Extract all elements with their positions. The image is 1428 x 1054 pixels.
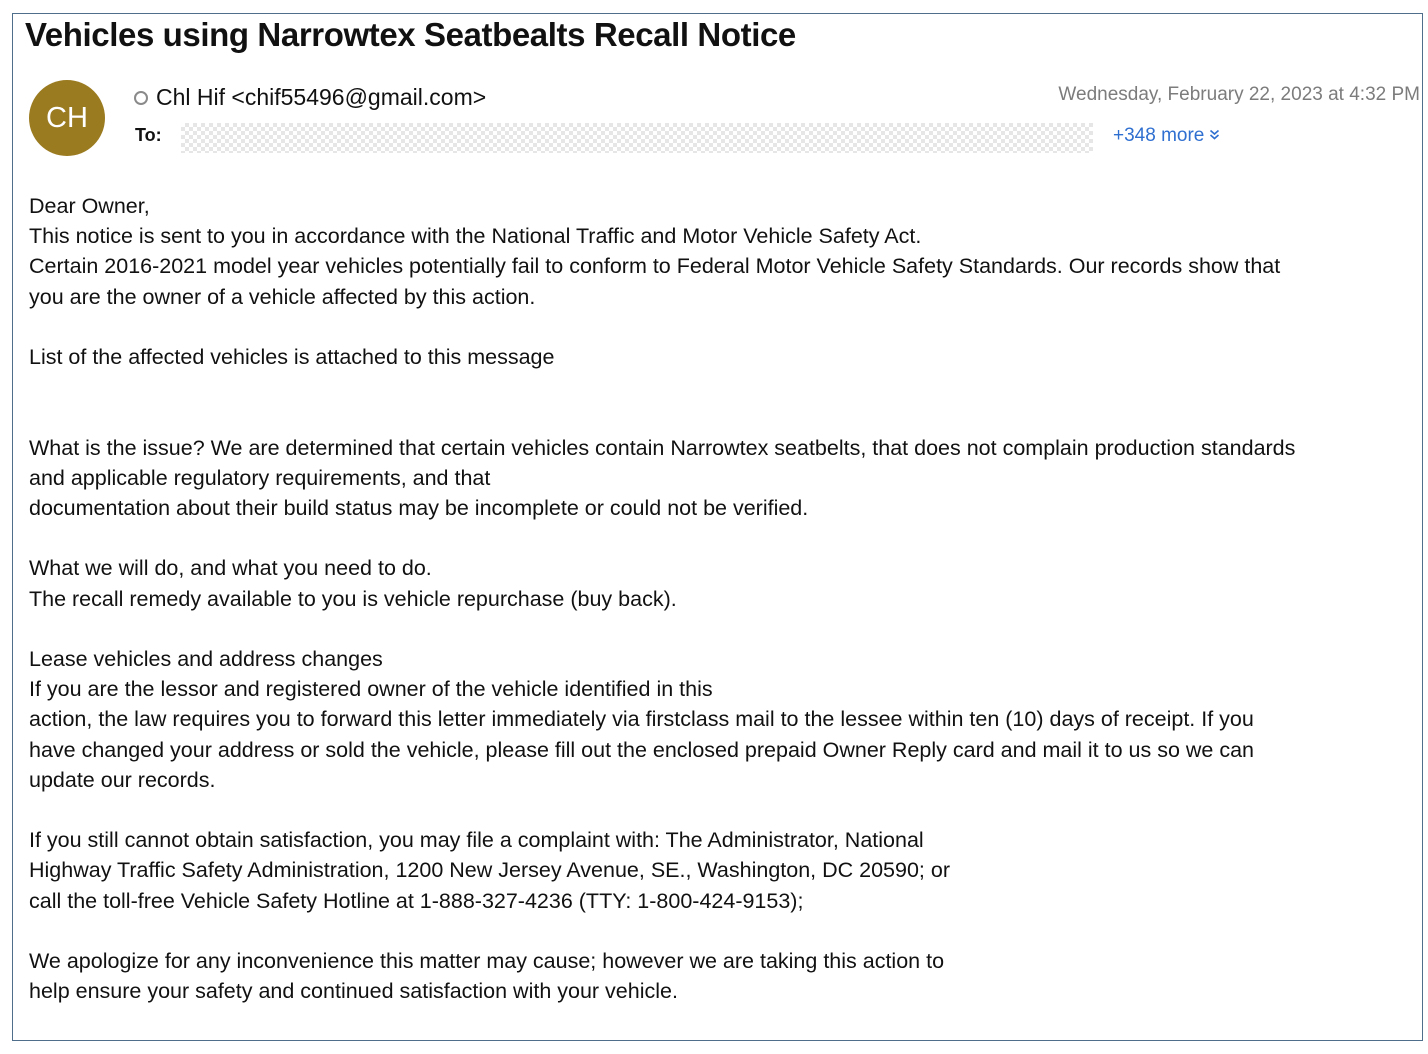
body-line: If you still cannot obtain satisfaction, you may file a complaint with: The Administrator, National [29, 828, 924, 853]
sender-line[interactable] [134, 84, 486, 111]
double-chevron-down-icon [1209, 125, 1220, 147]
to-label: To: [135, 125, 162, 145]
body-line: Certain 2016-2021 model year vehicles potentially fail to conform to Federal Motor Vehicle Safety Standards. Our records show that [29, 254, 1281, 279]
sender-avatar[interactable] [29, 80, 105, 156]
status-dot-icon [134, 91, 148, 105]
body-line: List of the affected vehicles is attached to this message [29, 345, 555, 369]
body-line [29, 795, 1419, 825]
body-line: documentation about their build status may be incomplete or could not be verified. [29, 495, 809, 520]
body-line [29, 916, 1419, 946]
body-line: have changed your address or sold the vehicle, please fill out the enclosed prepaid Owner Reply card and mail it to us so we can [29, 737, 1255, 762]
body-line: We apologize for any inconvenience this matter may cause; however we are taking this action to [29, 948, 945, 973]
body-line: and applicable regulatory requirements, and that [29, 465, 491, 490]
body-line [29, 523, 1419, 553]
body-line: update our records. [29, 767, 216, 792]
body-line [29, 402, 1419, 432]
body-line: What is the issue? We are determined that certain vehicles contain Narrowtex seatbelts, that does not complain production standards [29, 435, 1296, 460]
sender-name-email[interactable]: Chl Hif <chif55496@gmail.com> [156, 84, 487, 110]
more-recipients-button[interactable] [1113, 125, 1220, 147]
more-recipients-label: +348 more [1113, 125, 1205, 146]
recipients-list-redacted [181, 123, 1093, 153]
body-line: call the toll-free Vehicle Safety Hotline at 1-888-327-4236 (TTY: 1-800-424-9153); [29, 888, 804, 913]
body-line: This notice is sent to you in accordance with the National Traffic and Motor Vehicle Safety Act. [29, 224, 922, 249]
body-line: action, the law requires you to forward this letter immediately via firstclass mail to the lessee within ten (10) days of receipt. If you [29, 707, 1254, 732]
body-line: The recall remedy available to you is vehicle repurchase (buy back). [29, 586, 677, 611]
body-line: help ensure your safety and continued satisfaction with your vehicle. [29, 979, 678, 1004]
email-date: Wednesday, February 22, 2023 at 4:32 PM [1058, 84, 1420, 105]
body-line [29, 312, 1419, 342]
email-body [29, 191, 1419, 1006]
body-line: If you are the lessor and registered owner of the vehicle identified in this [29, 677, 713, 702]
body-line: Lease vehicles and address changes [29, 646, 383, 671]
body-line: Highway Traffic Safety Administration, 1200 New Jersey Avenue, SE., Washington, DC 20590; or [29, 858, 950, 883]
email-subject: Vehicles using Narrowtex Seatbealts Recall Notice [25, 16, 796, 53]
body-line: What we will do, and what you need to do. [29, 556, 432, 581]
body-line: you are the owner of a vehicle affected by this action. [29, 284, 536, 309]
body-line: Dear Owner, [29, 194, 150, 218]
body-line [29, 614, 1419, 644]
body-line [29, 372, 1419, 402]
avatar-initials: CH [46, 101, 88, 134]
